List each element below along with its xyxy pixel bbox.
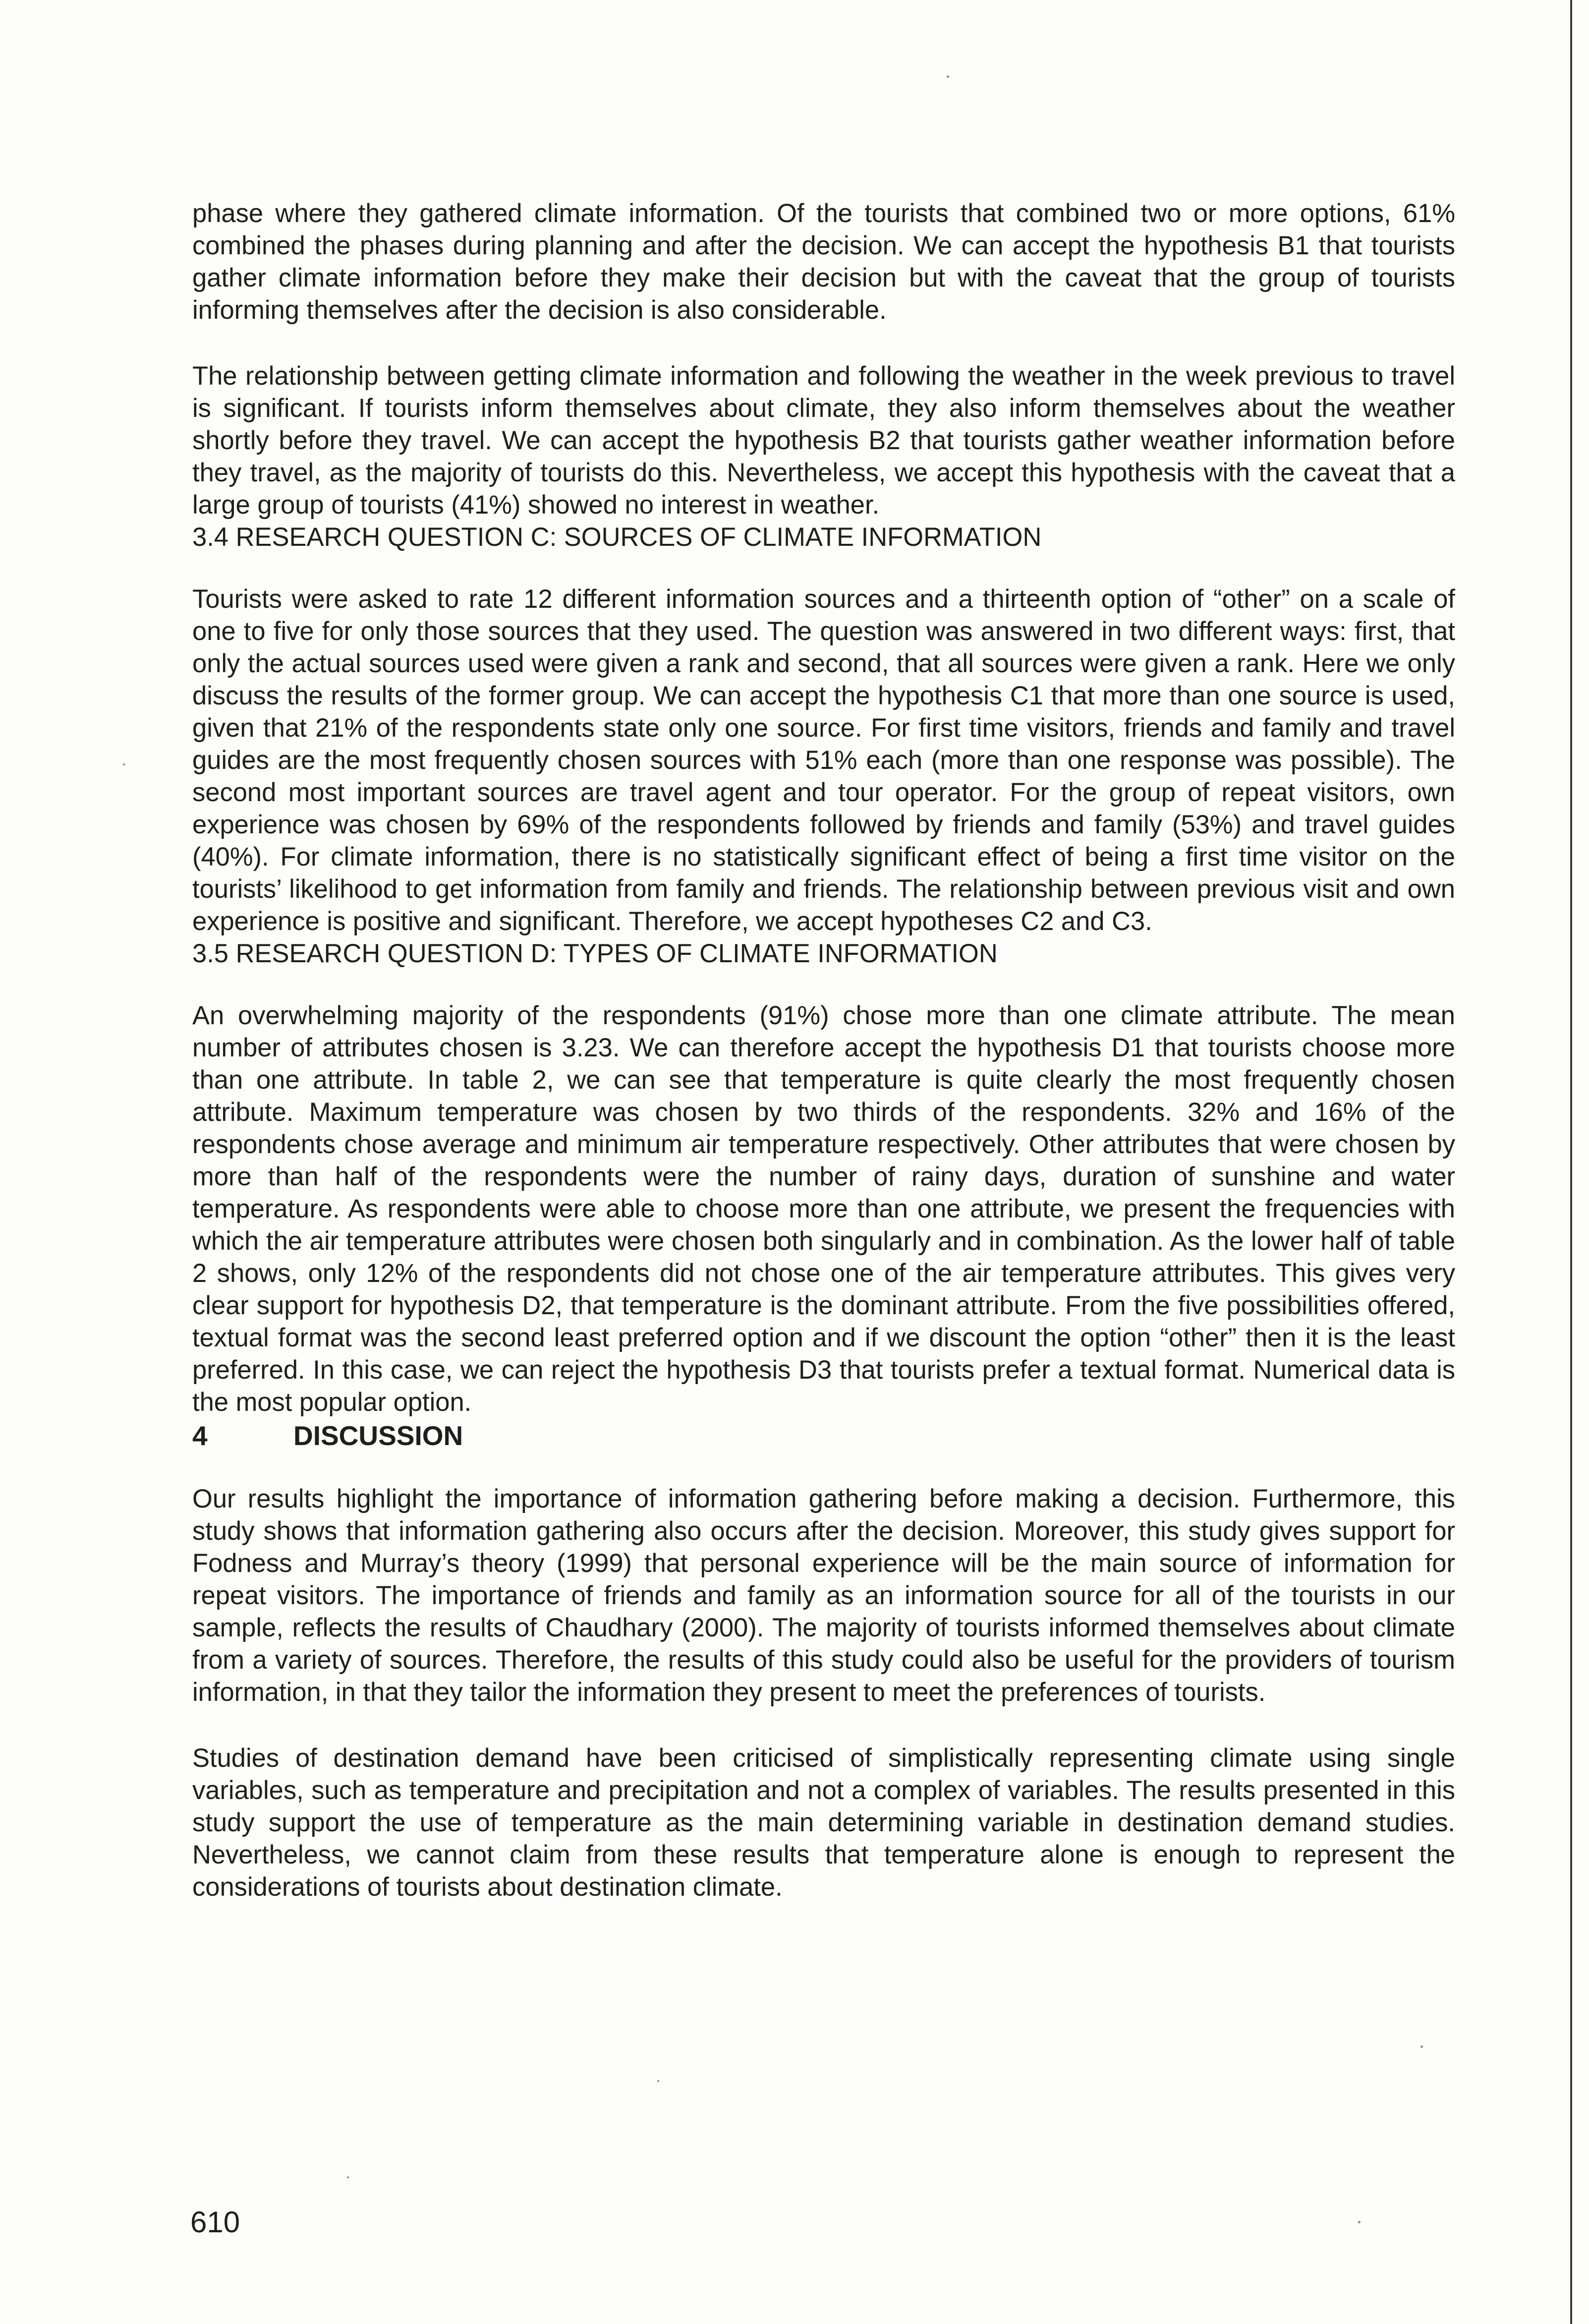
page-edge-line: [1570, 0, 1572, 2324]
paragraph-hypothesis-b2: The relationship between getting climate information and following the weather in the week previous to travel is significant. If tourists inform themselves about climate, they also inform themselves about the weather shortly before they travel. We can accept the hypothesis B2 that tourists gather weather information before they travel, as the majority of tourists do this. Nevertheless, we accept this hypothesis with the caveat that a large group of tourists (41%) showed no interest in weather.: [192, 361, 1455, 520]
page-number: 610: [190, 2206, 240, 2239]
scan-speck: [947, 75, 949, 78]
scan-speck: [347, 2176, 349, 2178]
paragraph-discussion-destination-demand: Studies of destination demand have been criticised of simplistically representing climate using single variables, such as temperature and precipitation and not a complex of variables. The results presented in this study support the use of temperature as the main determining variable in destination demand studies. Nevertheless, we cannot claim from these results that temperature alone is enough to represent the considerations of tourists about destination climate.: [192, 1743, 1455, 1902]
paragraph-hypothesis-b1: phase where they gathered climate information. Of the tourists that combined two or more options, 61% combined the phases during planning and after the decision. We can accept the hypothesis B1 that tourists gather climate information before they make their decision but with the caveat that the group of tourists informing themselves after the decision is also considerable.: [192, 199, 1455, 325]
section-number: 4: [192, 1420, 208, 1451]
section-title: DISCUSSION: [293, 1420, 463, 1451]
subsection-heading-3-4: 3.4 RESEARCH QUESTION C: SOURCES OF CLIMATE INFORMATION: [192, 523, 1042, 552]
scan-speck: [1420, 2045, 1423, 2048]
page-content: [192, 197, 1455, 1903]
section-heading-discussion: [192, 1418, 1455, 1453]
scan-speck: [657, 2080, 659, 2082]
paragraph-types-of-climate-information: An overwhelming majority of the respondents (91%) chose more than one climate attribute. The mean number of attributes chosen is 3.23. We can therefore accept the hypothesis D1 that tourists choose more than one attribute. In table 2, we can see that temperature is quite clearly the most frequently chosen attribute. Maximum temperature was chosen by two thirds of the respondents. 32% and 16% of the respondents chose average and minimum air temperature respectively. Other attributes that were chosen by more than half of the respondents were the number of rainy days, duration of sunshine and water temperature. As respondents were able to choose more than one attribute, we present the frequencies with which the air temperature attributes were chosen both singularly and in combination. As the lower half of table 2 shows, only 12% of the respondents did not chose one of the air temperature attributes. This gives very clear support for hypothesis D2, that temperature is the dominant attribute. From the five possibilities offered, textual format was the second least preferred option and if we discount the option “other” then it is the least preferred. In this case, we can reject the hypothesis D3 that tourists prefer a textual format. Numerical data is the most popular option.: [192, 1001, 1455, 1417]
scan-speck: [1358, 2221, 1361, 2223]
paragraph-discussion-information-gathering: Our results highlight the importance of information gathering before making a decision. Furthermore, this study shows that information gathering also occurs after the decision. Moreover, this study gives support for Fodness and Murray’s theory (1999) that personal experience will be the main source of information for repeat visitors. The importance of friends and family as an information source for all of the tourists in our sample, reflects the results of Chaudhary (2000). The majority of tourists informed themselves about climate from a variety of sources. Therefore, the results of this study could also be useful for the providers of tourism information, in that they tailor the information they present to meet the preferences of tourists.: [192, 1484, 1455, 1707]
subsection-heading-3-5: 3.5 RESEARCH QUESTION D: TYPES OF CLIMATE INFORMATION: [192, 939, 998, 968]
scan-speck: [123, 763, 125, 765]
paragraph-sources-of-climate-information: Tourists were asked to rate 12 different information sources and a thirteenth option of “other” on a scale of one to five for only those sources that they used. The question was answered in two different ways: first, that only the actual sources used were given a rank and second, that all sources were given a rank. Here we only discuss the results of the former group. We can accept the hypothesis C1 that more than one source is used, given that 21% of the respondents state only one source. For first time visitors, friends and family and travel guides are the most frequently chosen sources with 51% each (more than one response was possible). The second most important sources are travel agent and tour operator. For the group of repeat visitors, own experience was chosen by 69% of the respondents followed by friends and family (53%) and travel guides (40%). For climate information, there is no statistically significant effect of being a first time visitor on the tourists’ likelihood to get information from family and friends. The relationship between previous visit and own experience is positive and significant. Therefore, we accept hypotheses C2 and C3.: [192, 584, 1455, 936]
